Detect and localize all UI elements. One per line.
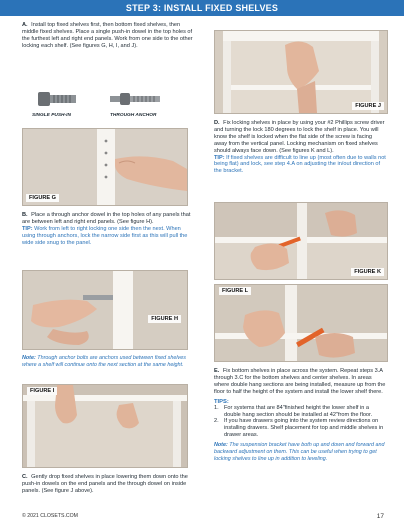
step-e-label: E. — [214, 368, 220, 374]
hardware-image — [22, 84, 172, 114]
figure-g-photo — [22, 128, 188, 206]
page-number: 17 — [376, 513, 384, 520]
note-right — [214, 442, 386, 462]
push-in-caption: SINGLE PUSH-IN — [32, 113, 71, 118]
tips-list — [214, 405, 386, 440]
figure-k-photo — [214, 202, 388, 280]
left-column — [22, 22, 194, 50]
figure-g-label: FIGURE G — [26, 194, 59, 202]
tip-item-1: 1. For systems that are 84"finished height the lower shelf in a double hang section should be installed at 42"from the floor. — [214, 404, 373, 418]
step-c-text: Gently drop fixed shelves in place lowering them down onto the push-in dowels on the end panels and the through dowel on inside panels. (See figure J above). — [22, 474, 188, 494]
note-left — [22, 355, 194, 369]
step-e — [214, 368, 386, 396]
step-b-label: B. — [22, 212, 28, 218]
step-d-label: D. — [214, 120, 220, 126]
figure-h-photo — [22, 270, 188, 350]
figure-j-label: FIGURE J — [352, 102, 384, 110]
step-b-tip — [22, 226, 194, 247]
step-d-block — [214, 120, 386, 175]
step-d-tip-label: TIP: — [214, 154, 225, 161]
step-d-tip — [214, 155, 386, 176]
note-left-block — [22, 355, 194, 369]
figure-h-label: FIGURE H — [148, 315, 181, 323]
step-e-text: Fix bottom shelves in place across the system. Repeat steps 3.A through 3.C for the bottom shelves and center shelves. In areas where double hang sections are being installed, measure up from the floor to half the height of the system and install the lower shelf there. — [214, 368, 386, 395]
figure-i-label: FIGURE I — [27, 387, 57, 395]
step-c-label: C. — [22, 474, 28, 480]
figure-l-label: FIGURE L — [219, 287, 251, 295]
step-c — [22, 474, 194, 495]
step-a-text: Install top fixed shelves first, then bottom fixed shelves, then middle fixed shelves. Place a single push-in dowel in the top holes of the furthest left and right end panels. Work from one side to the other locking each shelf. (See figures G, H, I, and J). — [22, 22, 193, 49]
step-e-block — [214, 368, 386, 463]
step-c-block — [22, 474, 194, 495]
step-b — [22, 212, 194, 226]
figure-k-label: FIGURE K — [351, 268, 384, 276]
page-title: STEP 3: INSTALL FIXED SHELVES — [125, 3, 279, 13]
tip-item-1-text: For systems that are 84"finished height the lower shelf in a double hang section should be installed at 42"from the floor. — [224, 404, 373, 418]
step-d-tip-text: If fixed shelves are difficult to line up (most often due to walls not being flat) and lock, see step 4.A on adjusting the in/out direction of the bracket. — [214, 154, 386, 175]
note-right-text: The suspension bracket have both up and down and forward and backward adjustment on them. This can be useful when trying to get locking shelves to line up in addition to leveling. — [214, 442, 385, 462]
step-d — [214, 120, 386, 155]
step-d-text: Fix locking shelves in place by using your #2 Phillips screw driver and turning the lock 180 degrees to lock the shelf in place. You will know the shelf is locked when the flat side of the screw is facing away from the vertical panel. Locking mechanism on fixed shelves should always face down. (See figures K and L). — [214, 120, 385, 154]
hardware-illustrations — [22, 84, 172, 122]
step-a — [22, 22, 194, 50]
step-b-text: Place a through anchor dowel in the top holes of any panels that are between left and right end panels. (See figure H). — [22, 212, 191, 225]
step-b-block — [22, 212, 194, 247]
note-left-label: Note: — [22, 355, 36, 361]
tips-heading: TIPS: — [214, 398, 229, 405]
note-right-label: Note: — [214, 442, 228, 449]
tip-item-2: 2. If you have drawers going into the system review directions on installing drawers. Shelf placement for top and middle shelves in drawer areas. — [214, 418, 384, 439]
figure-l-photo — [214, 284, 388, 362]
step-b-tip-label: TIP: — [22, 225, 33, 232]
step-b-tip-text: Work from left to right locking one side then the next. When using through anchors, lock the narrow side first as this will pull the wide side snug to the panel. — [22, 225, 188, 246]
note-left-text: Through anchor bolts are anchors used between fixed shelves where a shelf will continue onto the next section at the same height. — [22, 355, 186, 368]
figure-j-photo — [214, 30, 388, 114]
tip-item-2-text: If you have drawers going into the system review directions on installing drawers. Shelf placement for top and middle shelves in drawer areas. — [224, 418, 384, 439]
through-anchor-caption: THROUGH ANCHOR — [110, 113, 157, 118]
figure-i-photo — [22, 384, 188, 468]
page-title-banner — [0, 0, 404, 16]
footer-copyright: © 2021 CLOSETS.COM — [22, 513, 79, 519]
step-a-label: A. — [22, 22, 28, 28]
